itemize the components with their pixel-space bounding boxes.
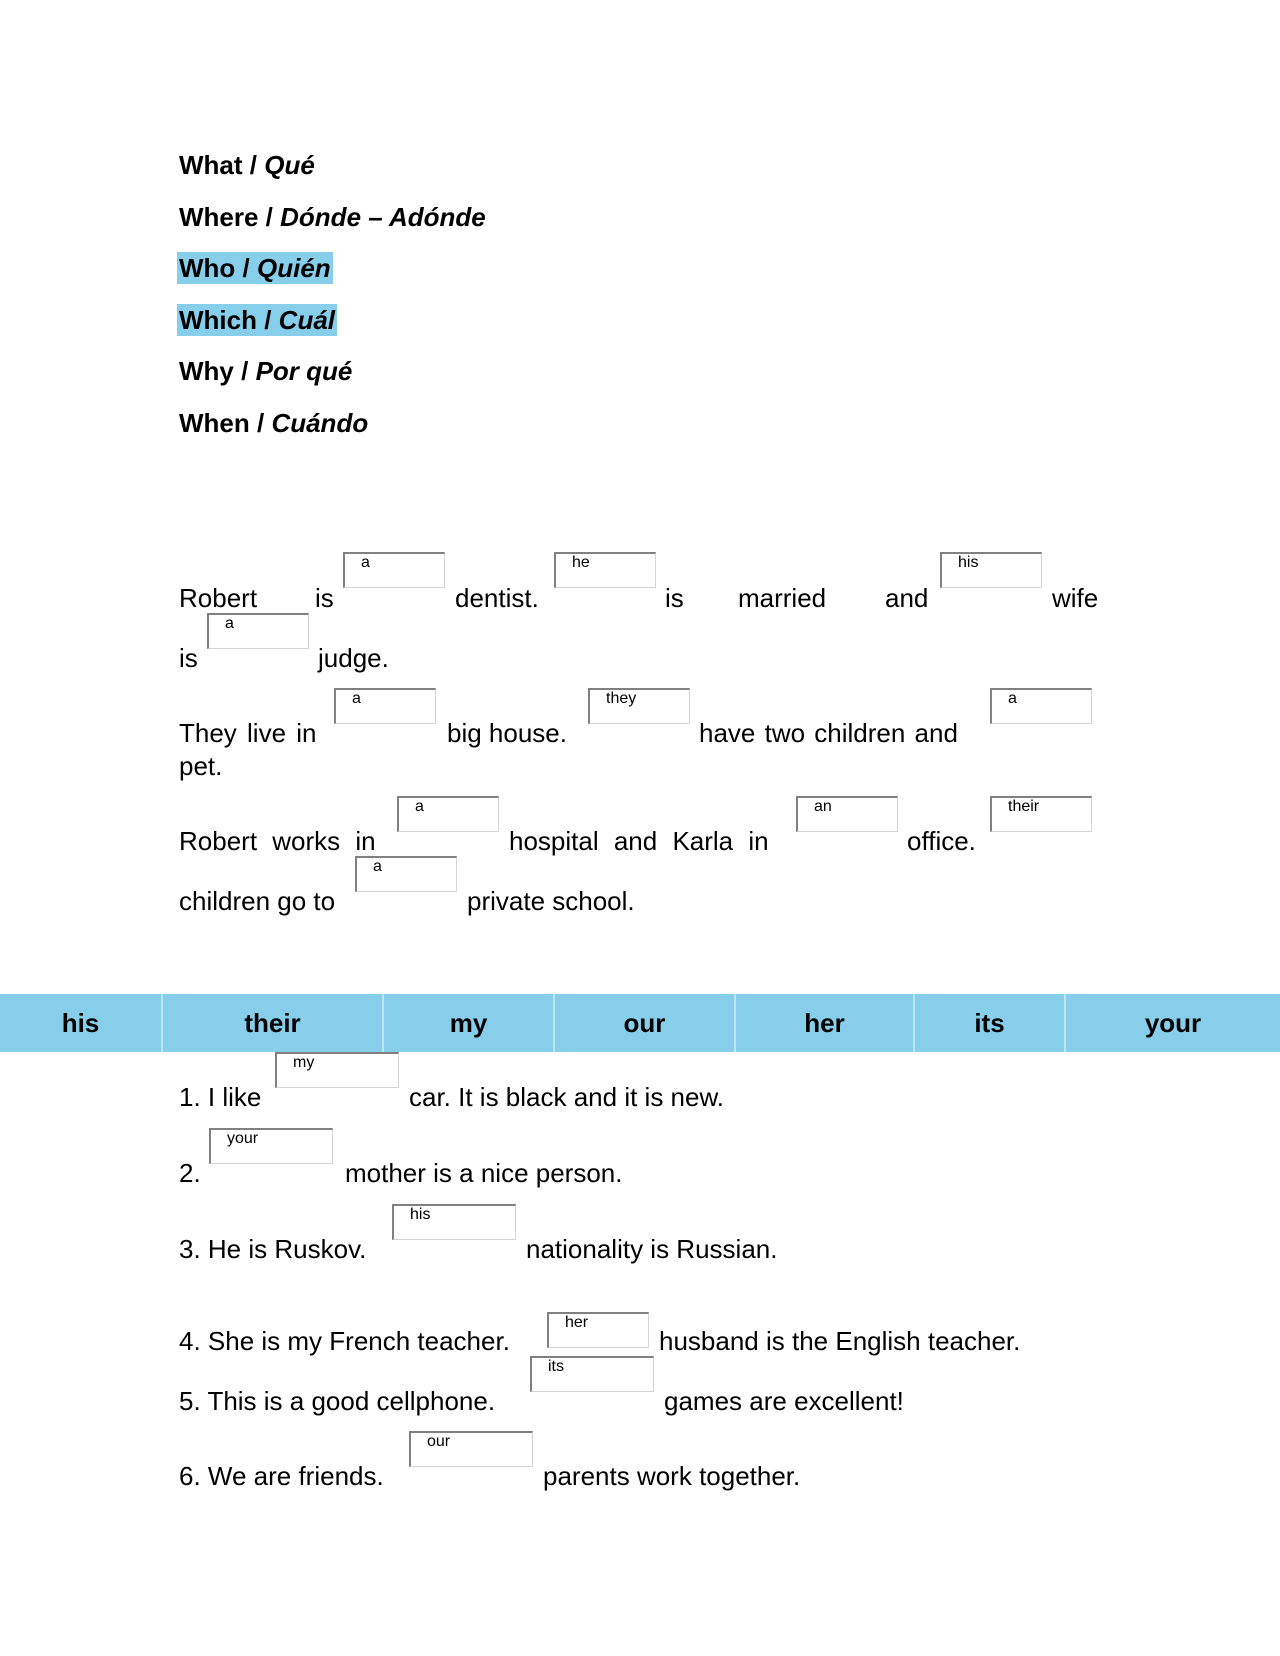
sentence-start: 5. This is a good cellphone. bbox=[179, 1386, 496, 1416]
question-word-en: What / bbox=[179, 150, 265, 180]
sentence-end: mother is a nice person. bbox=[345, 1158, 623, 1188]
text-word: office. bbox=[907, 826, 976, 856]
answer-field-11[interactable] bbox=[355, 856, 457, 892]
text-word: married bbox=[738, 583, 827, 613]
sentence-end: nationality is Russian. bbox=[526, 1234, 778, 1264]
word-bank-cell: her bbox=[736, 994, 915, 1052]
word-bank-cell: its bbox=[915, 994, 1066, 1052]
word-bank-cell: their bbox=[163, 994, 384, 1052]
answer-field-3[interactable] bbox=[940, 552, 1042, 588]
text-word: They live in bbox=[179, 718, 317, 748]
highlight bbox=[177, 252, 333, 284]
answer-field-s6[interactable] bbox=[409, 1431, 533, 1467]
question-word-es: Por qué bbox=[255, 356, 353, 386]
answer-field-8[interactable] bbox=[397, 796, 499, 832]
question-word-which bbox=[179, 305, 337, 335]
text-word: Robert works in bbox=[179, 826, 376, 856]
answer-field-5[interactable] bbox=[334, 688, 436, 724]
text-word: is bbox=[665, 583, 684, 613]
answer-field-10[interactable] bbox=[990, 796, 1092, 832]
sentence-start: 1. I like bbox=[179, 1082, 262, 1112]
sentence-start: 4. She is my French teacher. bbox=[179, 1326, 510, 1356]
word-bank-cell: my bbox=[384, 994, 555, 1052]
word-bank bbox=[0, 994, 1280, 1052]
question-word-en: Which / bbox=[179, 305, 279, 335]
question-word-es: Cuándo bbox=[271, 408, 369, 438]
text-word: children go to bbox=[179, 886, 336, 916]
answer-field-6[interactable] bbox=[588, 688, 690, 724]
answer-field-7[interactable] bbox=[990, 688, 1092, 724]
text-word: Robert bbox=[179, 583, 258, 613]
question-word-es: Dónde – Adónde bbox=[280, 202, 486, 232]
text-word: is bbox=[179, 643, 198, 673]
text-word: dentist. bbox=[455, 583, 539, 613]
question-word-en: Why / bbox=[179, 356, 256, 386]
question-word-en: When / bbox=[179, 408, 272, 438]
answer-field-s2[interactable] bbox=[209, 1128, 333, 1164]
answer-field-9[interactable] bbox=[796, 796, 898, 832]
answer-field-1[interactable] bbox=[343, 552, 445, 588]
answer-field-s3[interactable] bbox=[392, 1204, 516, 1240]
text-word: big house. bbox=[447, 718, 567, 748]
sentence-start: 3. He is Ruskov. bbox=[179, 1234, 367, 1264]
question-word-why bbox=[179, 356, 352, 386]
highlight bbox=[177, 304, 337, 336]
sentence-end: games are excellent! bbox=[664, 1386, 904, 1416]
question-word-en: Who / bbox=[179, 253, 257, 283]
text-word: wife bbox=[1052, 583, 1099, 613]
question-word-who bbox=[179, 253, 333, 283]
text-word: pet. bbox=[179, 751, 223, 781]
sentence-start: 2. bbox=[179, 1158, 201, 1188]
sentence-end: husband is the English teacher. bbox=[659, 1326, 1021, 1356]
question-word-what bbox=[179, 150, 315, 180]
sentence-start: 6. We are friends. bbox=[179, 1461, 384, 1491]
question-word-es: Cuál bbox=[278, 305, 336, 335]
question-word-en: Where / bbox=[179, 202, 281, 232]
text-word: and bbox=[885, 583, 929, 613]
word-bank-cell: our bbox=[555, 994, 736, 1052]
question-word-where bbox=[179, 202, 486, 232]
text-word: hospital and Karla in bbox=[509, 826, 769, 856]
question-word-when bbox=[179, 408, 368, 438]
answer-field-4[interactable] bbox=[207, 613, 309, 649]
answer-field-s4[interactable] bbox=[547, 1312, 649, 1348]
word-bank-cell: your bbox=[1144, 1007, 1202, 1038]
question-word-es: Qué bbox=[264, 150, 315, 180]
answer-field-2[interactable] bbox=[554, 552, 656, 588]
text-word: have two children and bbox=[699, 718, 958, 748]
text-word: private school. bbox=[467, 886, 635, 916]
answer-field-s1[interactable] bbox=[275, 1052, 399, 1088]
word-bank-cell: his bbox=[0, 994, 163, 1052]
sentence-end: parents work together. bbox=[543, 1461, 801, 1491]
text-word: is bbox=[315, 583, 334, 613]
text-word: judge. bbox=[318, 643, 389, 673]
sentence-end: car. It is black and it is new. bbox=[409, 1082, 725, 1112]
question-word-es: Quién bbox=[256, 253, 331, 283]
answer-field-s5[interactable] bbox=[530, 1356, 654, 1392]
